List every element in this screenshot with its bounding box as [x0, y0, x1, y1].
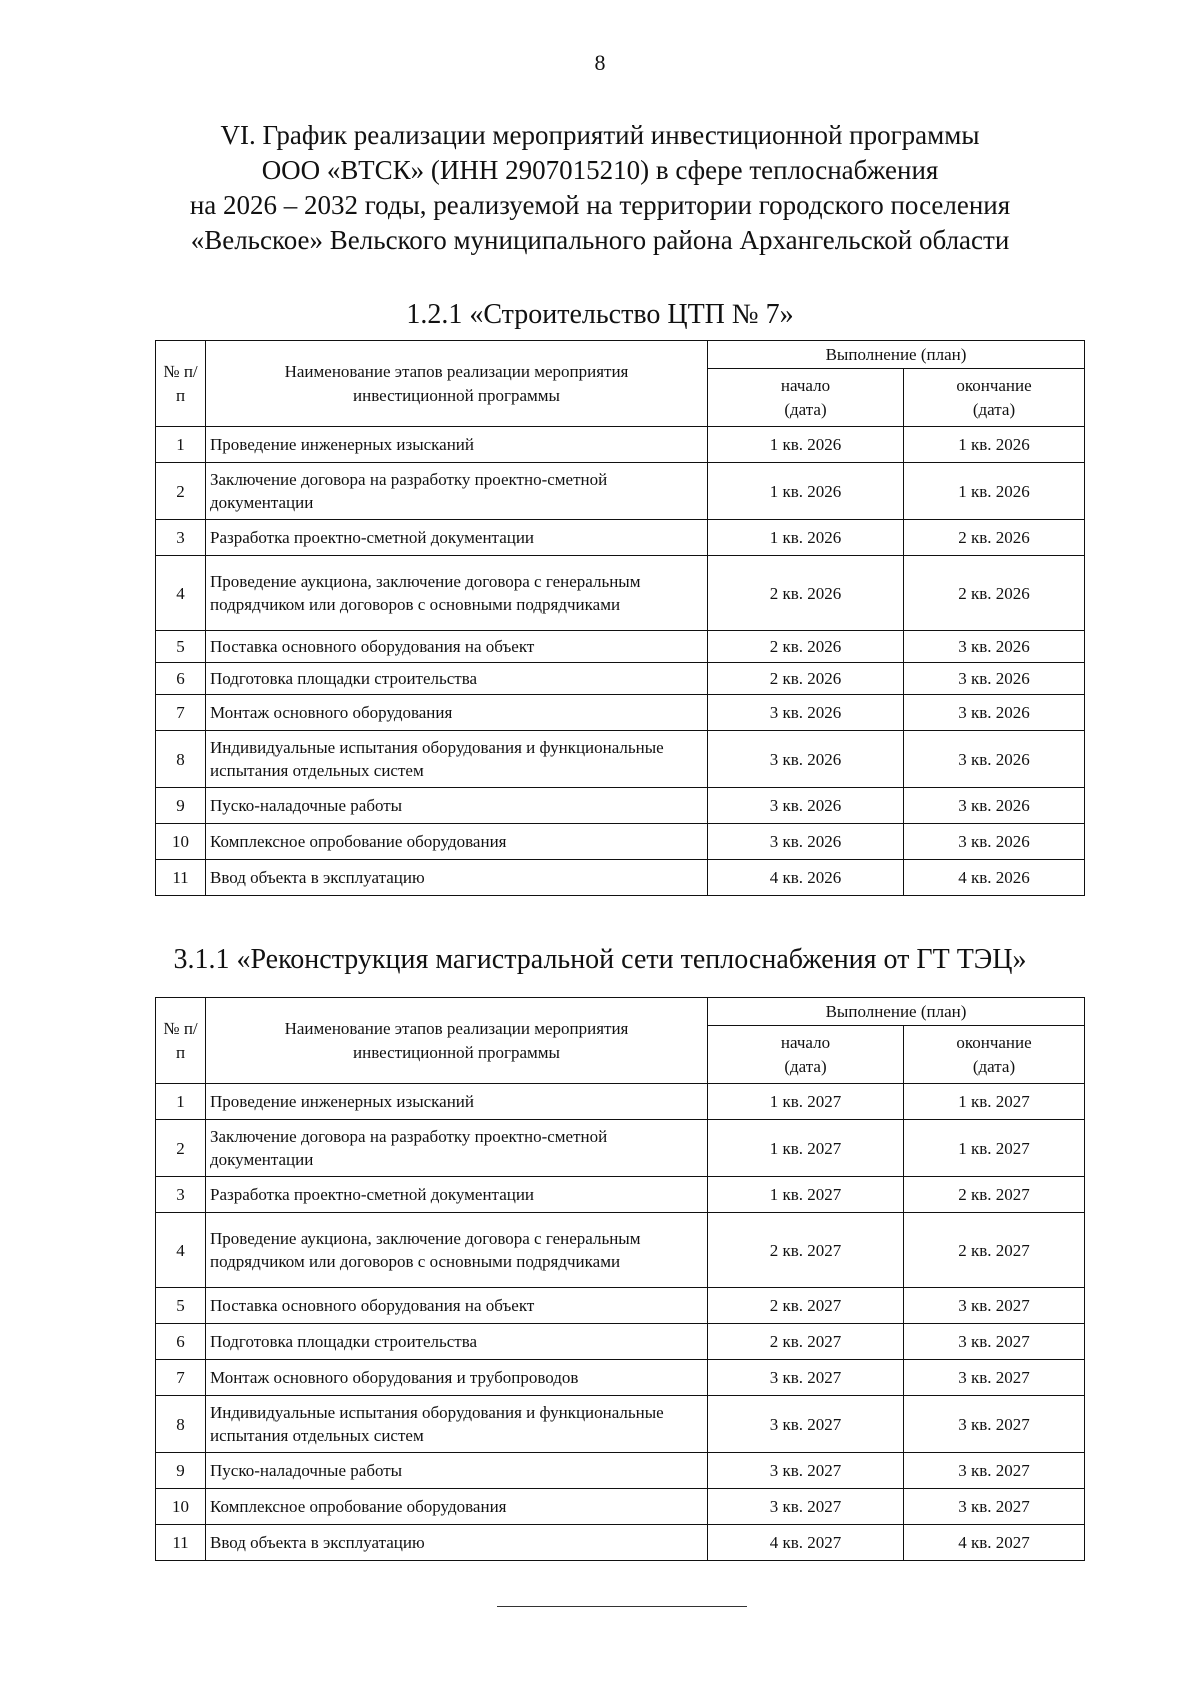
- start-date: 1 кв. 2027: [708, 1084, 904, 1120]
- stage-name: Монтаж основного оборудования и трубопроводов: [206, 1360, 708, 1396]
- end-date: 2 кв. 2027: [904, 1177, 1085, 1213]
- header-end: окончание (дата): [904, 1026, 1085, 1084]
- section-title-1: 1.2.1 «Строительство ЦТП № 7»: [406, 299, 794, 330]
- header-start: начало (дата): [708, 369, 904, 427]
- end-date: 2 кв. 2026: [904, 556, 1085, 631]
- stage-name: Пуско-наладочные работы: [206, 788, 708, 824]
- table-row: [156, 1489, 1085, 1525]
- end-date: 4 кв. 2027: [904, 1525, 1085, 1561]
- table-row: [156, 1324, 1085, 1360]
- row-number: 1: [156, 1084, 206, 1120]
- stage-name: Разработка проектно-сметной документации: [206, 1177, 708, 1213]
- start-date: 3 кв. 2026: [708, 788, 904, 824]
- end-date: 3 кв. 2027: [904, 1360, 1085, 1396]
- table-row: [156, 1525, 1085, 1561]
- end-date: 2 кв. 2027: [904, 1213, 1085, 1288]
- stage-name: Проведение инженерных изысканий: [206, 1084, 708, 1120]
- table-row: [156, 463, 1085, 520]
- table-row: [156, 1360, 1085, 1396]
- row-number: 1: [156, 427, 206, 463]
- row-number: 3: [156, 520, 206, 556]
- end-date: 3 кв. 2027: [904, 1453, 1085, 1489]
- section-title-2: 3.1.1 «Реконструкция магистральной сети теплоснабжения от ГТ ТЭЦ»: [173, 944, 1027, 975]
- end-date: 3 кв. 2026: [904, 731, 1085, 788]
- row-number: 2: [156, 463, 206, 520]
- stage-name: Ввод объекта в эксплуатацию: [206, 860, 708, 896]
- document-title: [60, 118, 1140, 258]
- stage-name: Ввод объекта в эксплуатацию: [206, 1525, 708, 1561]
- stage-name: Комплексное опробование оборудования: [206, 1489, 708, 1525]
- stage-name: Поставка основного оборудования на объект: [206, 631, 708, 663]
- row-number: 6: [156, 663, 206, 695]
- header-execution: Выполнение (план): [708, 998, 1085, 1026]
- end-date: 3 кв. 2027: [904, 1324, 1085, 1360]
- end-date: 2 кв. 2026: [904, 520, 1085, 556]
- stage-name: Поставка основного оборудования на объект: [206, 1288, 708, 1324]
- end-date: 1 кв. 2027: [904, 1084, 1085, 1120]
- title-line: VI. График реализации мероприятий инвестиционной программы: [220, 120, 980, 150]
- end-date: 3 кв. 2026: [904, 788, 1085, 824]
- start-date: 2 кв. 2027: [708, 1288, 904, 1324]
- row-number: 2: [156, 1120, 206, 1177]
- start-date: 3 кв. 2027: [708, 1396, 904, 1453]
- table-row: [156, 1084, 1085, 1120]
- table-row: [156, 1213, 1085, 1288]
- header-num: № п/п: [156, 341, 206, 427]
- header-name: Наименование этапов реализации мероприятия инвестиционной программы: [206, 341, 708, 427]
- start-date: 1 кв. 2026: [708, 463, 904, 520]
- title-line: ООО «ВТСК» (ИНН 2907015210) в сфере теплоснабжения: [261, 155, 939, 185]
- table-row: [156, 824, 1085, 860]
- row-number: 8: [156, 1396, 206, 1453]
- table-row: [156, 860, 1085, 896]
- table-row: [156, 695, 1085, 731]
- header-execution: Выполнение (план): [708, 341, 1085, 369]
- row-number: 7: [156, 695, 206, 731]
- stage-name: Пуско-наладочные работы: [206, 1453, 708, 1489]
- row-number: 11: [156, 860, 206, 896]
- stage-name: Комплексное опробование оборудования: [206, 824, 708, 860]
- start-date: 3 кв. 2026: [708, 731, 904, 788]
- header-name: Наименование этапов реализации мероприятия инвестиционной программы: [206, 998, 708, 1084]
- row-number: 4: [156, 1213, 206, 1288]
- stage-name: Проведение аукциона, заключение договора с генеральным подрядчиком или договоров с основными подрядчиками: [206, 556, 708, 631]
- title-line: «Вельское» Вельского муниципального района Архангельской области: [190, 225, 1010, 255]
- end-date: 3 кв. 2026: [904, 824, 1085, 860]
- page-number: 8: [594, 50, 606, 75]
- table-row: [156, 1396, 1085, 1453]
- start-date: 3 кв. 2026: [708, 695, 904, 731]
- start-date: 3 кв. 2027: [708, 1489, 904, 1525]
- table-row: [156, 1177, 1085, 1213]
- row-number: 3: [156, 1177, 206, 1213]
- start-date: 1 кв. 2026: [708, 427, 904, 463]
- stage-name: Заключение договора на разработку проектно-сметной документации: [206, 1120, 708, 1177]
- end-date: 3 кв. 2027: [904, 1396, 1085, 1453]
- row-number: 4: [156, 556, 206, 631]
- table-row: [156, 731, 1085, 788]
- start-date: 3 кв. 2026: [708, 824, 904, 860]
- table-row: [156, 1120, 1085, 1177]
- bottom-rule: [497, 1606, 747, 1607]
- stage-name: Разработка проектно-сметной документации: [206, 520, 708, 556]
- start-date: 2 кв. 2027: [708, 1324, 904, 1360]
- start-date: 1 кв. 2027: [708, 1120, 904, 1177]
- row-number: 5: [156, 631, 206, 663]
- stage-name: Индивидуальные испытания оборудования и функциональные испытания отдельных систем: [206, 731, 708, 788]
- stage-name: Подготовка площадки строительства: [206, 1324, 708, 1360]
- row-number: 9: [156, 788, 206, 824]
- table-row: [156, 663, 1085, 695]
- stage-name: Подготовка площадки строительства: [206, 663, 708, 695]
- stage-name: Проведение инженерных изысканий: [206, 427, 708, 463]
- start-date: 2 кв. 2026: [708, 556, 904, 631]
- start-date: 1 кв. 2027: [708, 1177, 904, 1213]
- row-number: 5: [156, 1288, 206, 1324]
- row-number: 10: [156, 1489, 206, 1525]
- table-row: [156, 631, 1085, 663]
- end-date: 3 кв. 2027: [904, 1489, 1085, 1525]
- end-date: 3 кв. 2026: [904, 695, 1085, 731]
- stage-name: Заключение договора на разработку проектно-сметной документации: [206, 463, 708, 520]
- schedule-table-1: [155, 340, 1085, 896]
- start-date: 2 кв. 2026: [708, 663, 904, 695]
- table-row: [156, 520, 1085, 556]
- stage-name: Проведение аукциона, заключение договора с генеральным подрядчиком или договоров с основными подрядчиками: [206, 1213, 708, 1288]
- end-date: 1 кв. 2026: [904, 427, 1085, 463]
- table-row: [156, 427, 1085, 463]
- table-row: [156, 788, 1085, 824]
- end-date: 4 кв. 2026: [904, 860, 1085, 896]
- start-date: 3 кв. 2027: [708, 1360, 904, 1396]
- header-end: окончание (дата): [904, 369, 1085, 427]
- table-row: [156, 1288, 1085, 1324]
- schedule-table-2: [155, 997, 1085, 1561]
- end-date: 1 кв. 2027: [904, 1120, 1085, 1177]
- table-row: [156, 1453, 1085, 1489]
- header-start: начало (дата): [708, 1026, 904, 1084]
- start-date: 2 кв. 2027: [708, 1213, 904, 1288]
- start-date: 3 кв. 2027: [708, 1453, 904, 1489]
- end-date: 3 кв. 2026: [904, 631, 1085, 663]
- end-date: 3 кв. 2027: [904, 1288, 1085, 1324]
- row-number: 7: [156, 1360, 206, 1396]
- header-num: № п/п: [156, 998, 206, 1084]
- start-date: 2 кв. 2026: [708, 631, 904, 663]
- row-number: 8: [156, 731, 206, 788]
- start-date: 4 кв. 2026: [708, 860, 904, 896]
- stage-name: Монтаж основного оборудования: [206, 695, 708, 731]
- start-date: 1 кв. 2026: [708, 520, 904, 556]
- row-number: 6: [156, 1324, 206, 1360]
- start-date: 4 кв. 2027: [708, 1525, 904, 1561]
- table-row: [156, 556, 1085, 631]
- row-number: 10: [156, 824, 206, 860]
- row-number: 11: [156, 1525, 206, 1561]
- end-date: 3 кв. 2026: [904, 663, 1085, 695]
- row-number: 9: [156, 1453, 206, 1489]
- end-date: 1 кв. 2026: [904, 463, 1085, 520]
- stage-name: Индивидуальные испытания оборудования и функциональные испытания отдельных систем: [206, 1396, 708, 1453]
- title-line: на 2026 – 2032 годы, реализуемой на территории городского поселения: [189, 190, 1011, 220]
